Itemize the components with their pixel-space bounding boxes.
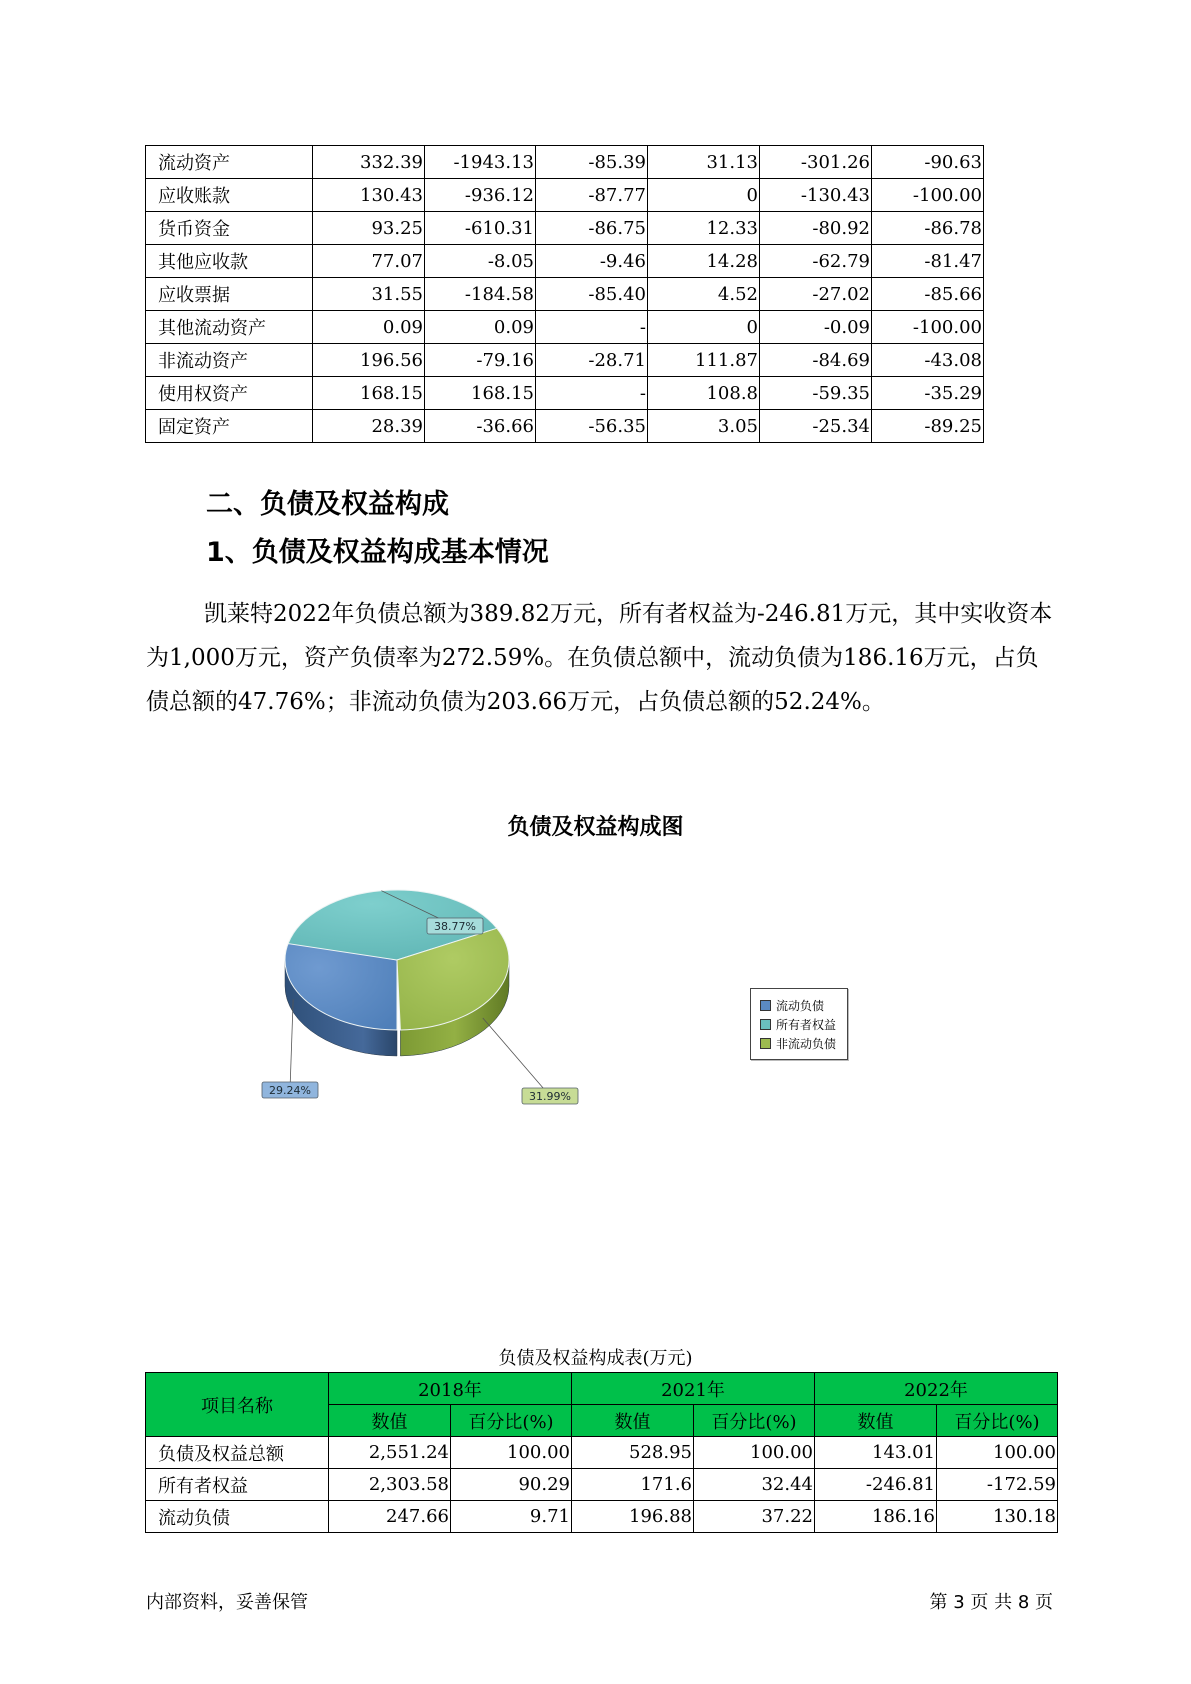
cell-value: -35.29: [872, 377, 984, 410]
cell-value: -85.40: [536, 278, 648, 311]
cell-value: 0.09: [313, 311, 425, 344]
cell-value: 100.00: [937, 1437, 1058, 1469]
cell-value: -0.09: [760, 311, 872, 344]
cell-value: -1943.13: [425, 146, 536, 179]
chart-title: 负债及权益构成图: [507, 815, 684, 840]
cell-value: 130.43: [313, 179, 425, 212]
cell-value: -27.02: [760, 278, 872, 311]
legend-swatch: [760, 1038, 771, 1049]
cell-value: 14.28: [648, 245, 760, 278]
cell-value: -85.66: [872, 278, 984, 311]
table-caption: 负债及权益构成表(万元): [498, 1348, 693, 1369]
cell-value: -56.35: [536, 410, 648, 443]
cell-value: 2,303.58: [329, 1469, 451, 1501]
cell-value: -100.00: [872, 311, 984, 344]
subsection-heading: 1、负债及权益构成基本情况: [206, 537, 549, 568]
cell-value: -36.66: [425, 410, 536, 443]
pie-chart: [240, 860, 580, 1120]
cell-value: 143.01: [815, 1437, 937, 1469]
cell-value: 196.88: [572, 1501, 694, 1533]
table-row: [146, 212, 984, 245]
cell-value: -79.16: [425, 344, 536, 377]
cell-value: 171.6: [572, 1469, 694, 1501]
row-label: 流动负债: [146, 1501, 329, 1533]
table-row: [146, 278, 984, 311]
legend-label: 流动负债: [776, 999, 825, 1013]
header-year: 2018年: [329, 1373, 572, 1405]
header-percent: 百分比(%): [451, 1405, 572, 1437]
legend-item: [760, 996, 847, 1015]
legend-label: 非流动负债: [776, 1037, 837, 1051]
header-item-name: 项目名称: [146, 1373, 329, 1437]
cell-value: -62.79: [760, 245, 872, 278]
cell-value: -8.05: [425, 245, 536, 278]
label-leader-line: [483, 1018, 550, 1096]
table-row: [146, 146, 984, 179]
cell-value: -81.47: [872, 245, 984, 278]
table-row: [146, 1469, 1058, 1501]
cell-value: 77.07: [313, 245, 425, 278]
table-row: [146, 179, 984, 212]
cell-value: 4.52: [648, 278, 760, 311]
cell-value: 37.22: [694, 1501, 815, 1533]
row-label: 其他流动资产: [146, 311, 313, 344]
cell-value: -87.77: [536, 179, 648, 212]
data-label: 29.24%: [269, 1084, 311, 1097]
cell-value: 100.00: [451, 1437, 572, 1469]
row-label: 所有者权益: [146, 1469, 329, 1501]
cell-value: 28.39: [313, 410, 425, 443]
cell-value: -28.71: [536, 344, 648, 377]
cell-value: -936.12: [425, 179, 536, 212]
data-label: 38.77%: [434, 920, 476, 933]
row-label: 其他应收款: [146, 245, 313, 278]
table-row: [146, 377, 984, 410]
cell-value: 31.13: [648, 146, 760, 179]
row-label: 应收账款: [146, 179, 313, 212]
cell-value: 90.29: [451, 1469, 572, 1501]
cell-value: 168.15: [425, 377, 536, 410]
cell-value: -90.63: [872, 146, 984, 179]
footer-confidential: 内部资料，妥善保管: [146, 1592, 308, 1613]
cell-value: -84.69: [760, 344, 872, 377]
cell-value: 332.39: [313, 146, 425, 179]
cell-value: 0.09: [425, 311, 536, 344]
cell-value: -610.31: [425, 212, 536, 245]
cell-value: -184.58: [425, 278, 536, 311]
row-label: 使用权资产: [146, 377, 313, 410]
cell-value: -86.75: [536, 212, 648, 245]
cell-value: 130.18: [937, 1501, 1058, 1533]
header-year: 2022年: [815, 1373, 1058, 1405]
section-heading: 二、负债及权益构成: [206, 489, 449, 520]
row-label: 非流动资产: [146, 344, 313, 377]
table-row: [146, 410, 984, 443]
cell-value: 111.87: [648, 344, 760, 377]
header-value: 数值: [815, 1405, 937, 1437]
equity-table: [145, 1372, 1058, 1533]
asset-table: [145, 145, 984, 443]
chart-legend: [750, 988, 848, 1060]
cell-value: -86.78: [872, 212, 984, 245]
cell-value: 0: [648, 179, 760, 212]
table-row: [146, 344, 984, 377]
header-year: 2021年: [572, 1373, 815, 1405]
header-percent: 百分比(%): [694, 1405, 815, 1437]
header-value: 数值: [572, 1405, 694, 1437]
legend-swatch: [760, 1019, 771, 1030]
table-row: [146, 1437, 1058, 1469]
cell-value: -172.59: [937, 1469, 1058, 1501]
cell-value: 247.66: [329, 1501, 451, 1533]
cell-value: 12.33: [648, 212, 760, 245]
row-label: 应收票据: [146, 278, 313, 311]
cell-value: -100.00: [872, 179, 984, 212]
cell-value: 31.55: [313, 278, 425, 311]
legend-label: 所有者权益: [776, 1018, 837, 1032]
row-label: 固定资产: [146, 410, 313, 443]
cell-value: -301.26: [760, 146, 872, 179]
table-row: [146, 311, 984, 344]
row-label: 负债及权益总额: [146, 1437, 329, 1469]
cell-value: 168.15: [313, 377, 425, 410]
cell-value: -: [536, 377, 648, 410]
cell-value: 196.56: [313, 344, 425, 377]
cell-value: 32.44: [694, 1469, 815, 1501]
cell-value: 528.95: [572, 1437, 694, 1469]
cell-value: 186.16: [815, 1501, 937, 1533]
legend-swatch: [760, 1000, 771, 1011]
table-header-row: [146, 1373, 1058, 1405]
row-label: 流动资产: [146, 146, 313, 179]
cell-value: -59.35: [760, 377, 872, 410]
body-paragraph: 凯莱特2022年负债总额为389.82万元，所有者权益为-246.81万元，其中实收资本为1,000万元，资产负债率为272.59%。在负债总额中，流动负债为186.16万元，占负债总额的47.76%；非流动负债为203.66万元，占负债总额的52.24%。: [146, 601, 1053, 715]
cell-value: 3.05: [648, 410, 760, 443]
footer-page-number: 第 3 页 共 8 页: [929, 1592, 1053, 1613]
header-percent: 百分比(%): [937, 1405, 1058, 1437]
cell-value: 2,551.24: [329, 1437, 451, 1469]
cell-value: -9.46: [536, 245, 648, 278]
cell-value: 93.25: [313, 212, 425, 245]
data-label: 31.99%: [529, 1090, 571, 1103]
cell-value: -246.81: [815, 1469, 937, 1501]
cell-value: 9.71: [451, 1501, 572, 1533]
row-label: 货币资金: [146, 212, 313, 245]
header-value: 数值: [329, 1405, 451, 1437]
label-leader-line: [290, 999, 293, 1090]
cell-value: -: [536, 311, 648, 344]
table-row: [146, 245, 984, 278]
cell-value: -43.08: [872, 344, 984, 377]
cell-value: -85.39: [536, 146, 648, 179]
legend-item: [760, 1015, 847, 1034]
legend-item: [760, 1034, 847, 1053]
cell-value: 0: [648, 311, 760, 344]
cell-value: 108.8: [648, 377, 760, 410]
cell-value: -130.43: [760, 179, 872, 212]
cell-value: 100.00: [694, 1437, 815, 1469]
cell-value: -80.92: [760, 212, 872, 245]
cell-value: -89.25: [872, 410, 984, 443]
cell-value: -25.34: [760, 410, 872, 443]
table-row: [146, 1501, 1058, 1533]
